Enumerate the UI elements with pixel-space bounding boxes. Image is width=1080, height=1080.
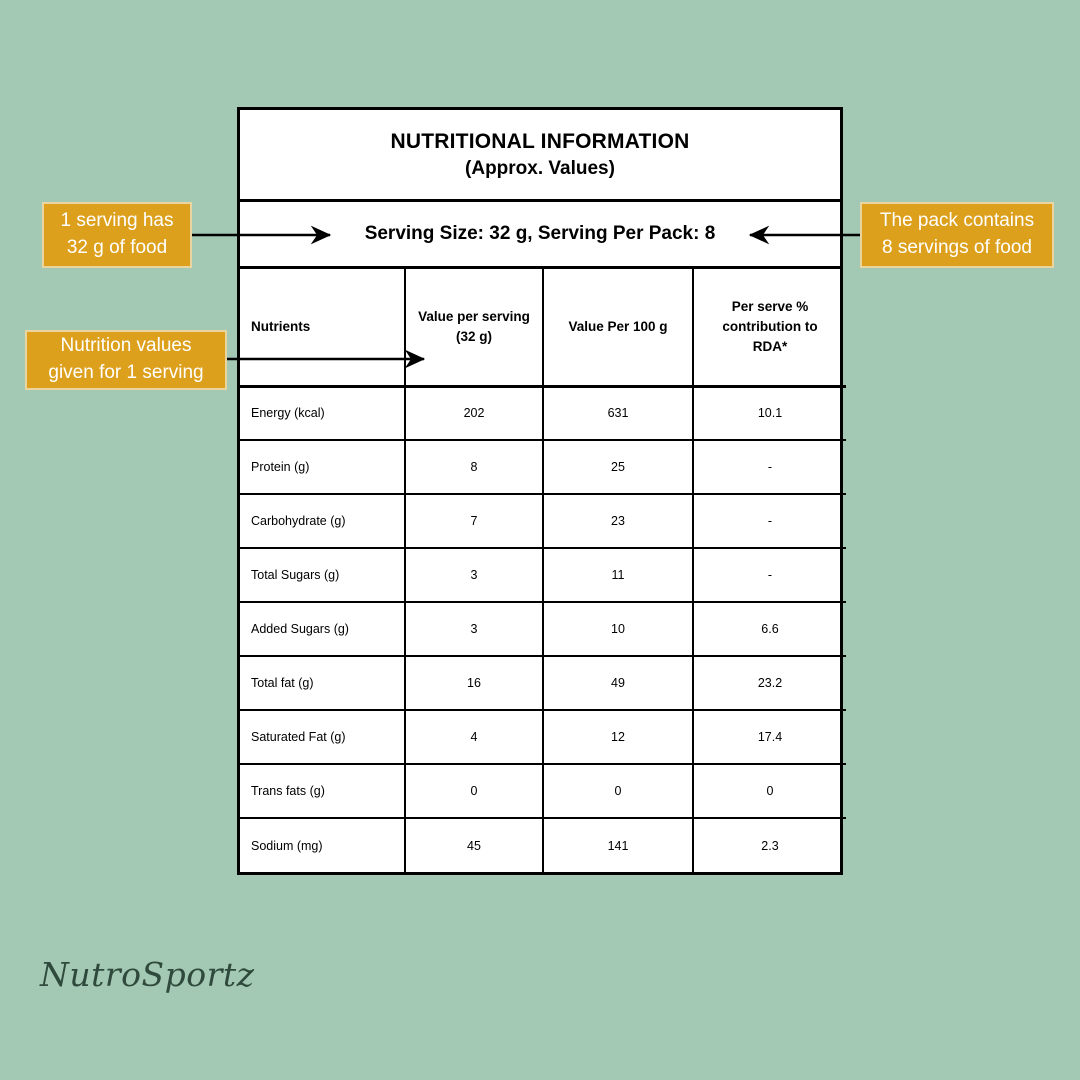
cell-value-per-serving: 45 (405, 818, 543, 872)
column-header-rda-line1: Per serve % (731, 299, 809, 315)
cell-value-rda: 2.3 (761, 838, 779, 853)
cell-value-rda: 0 (693, 764, 846, 818)
cell-value-rda: - (693, 440, 846, 494)
cell-value-per-100g: 141 (543, 818, 693, 872)
column-header-value-per-100g: Value Per 100 g (543, 269, 693, 386)
serving-info-row (240, 202, 840, 269)
cell-value-per-100g: 25 (543, 440, 693, 494)
table-row (240, 548, 846, 602)
table-title-block (240, 110, 840, 202)
column-header-rda-line2: contribution to (722, 318, 818, 334)
table-subtitle: (Approx. Values) (465, 157, 615, 179)
table-row (240, 710, 846, 764)
callout-serving-size (42, 202, 192, 268)
cell-value-per-100g: 12 (543, 710, 693, 764)
table-row (240, 764, 846, 818)
cell-value-per-serving: 3 (405, 548, 543, 602)
cell-value-rda: 17.4 (693, 710, 846, 764)
cell-value-per-serving: 16 (405, 656, 543, 710)
cell-value-per-100g: 49 (543, 656, 693, 710)
cell-value-rda: 10.1 (693, 386, 846, 440)
column-header-rda-line3: RDA* (752, 338, 788, 354)
serving-info-text: Serving Size: 32 g, Serving Per Pack: 8 (364, 223, 716, 244)
column-header-rda (693, 269, 846, 386)
cell-value-per-serving: 3 (405, 602, 543, 656)
cell-value-rda: - (693, 548, 846, 602)
cell-value-rda: - (693, 494, 846, 548)
column-header-value-per-serving-line1: Value per serving (418, 309, 530, 325)
callout-servings-per-pack (860, 202, 1054, 268)
nutrients-table (240, 269, 846, 872)
callout-values-per-serving (25, 330, 227, 390)
table-row (240, 656, 846, 710)
table-header-row (240, 269, 846, 386)
cell-nutrient-name: Protein (g) (240, 440, 405, 494)
brand-logo: NutroSportz (40, 955, 255, 994)
column-header-nutrients: Nutrients (240, 269, 405, 386)
column-header-value-per-serving (405, 269, 543, 386)
table-row (240, 818, 846, 872)
cell-value-per-serving: 4 (405, 710, 543, 764)
nutrition-information-table (237, 107, 843, 875)
cell-nutrient-name: Carbohydrate (g) (240, 494, 405, 548)
callout-per-pack-line2: 8 servings of food (882, 237, 1032, 258)
table-title: NUTRITIONAL INFORMATION (390, 129, 690, 153)
callout-per-pack-line1: The pack contains (879, 210, 1035, 232)
cell-value-per-100g: 0 (543, 764, 693, 818)
cell-value-per-100g: 11 (543, 548, 693, 602)
cell-nutrient-name: Total Sugars (g) (240, 548, 405, 602)
cell-value-rda: 6.6 (693, 602, 846, 656)
column-header-value-per-serving-line2: (32 g) (455, 328, 492, 344)
cell-value-per-serving: 202 (405, 386, 543, 440)
table-row (240, 440, 846, 494)
cell-nutrient-name: Trans fats (g) (240, 764, 405, 818)
table-row (240, 494, 846, 548)
callout-serving-size-line2: 32 g of food (66, 237, 168, 258)
callout-per-serving-line2: given for 1 serving (48, 362, 204, 383)
cell-value-per-serving: 0 (405, 764, 543, 818)
cell-nutrient-name: Added Sugars (g) (240, 602, 405, 656)
cell-nutrient-name: Energy (kcal) (240, 386, 405, 440)
cell-nutrient-name: Saturated Fat (g) (240, 710, 405, 764)
table-row (240, 386, 846, 440)
cell-value-per-100g: 631 (543, 386, 693, 440)
cell-nutrient-name: Total fat (g) (240, 656, 405, 710)
callout-serving-size-line1: 1 serving has (60, 210, 174, 232)
table-row (240, 602, 846, 656)
cell-value-per-100g: 23 (543, 494, 693, 548)
cell-value-per-100g: 10 (543, 602, 693, 656)
cell-nutrient-name: Sodium (mg) (240, 818, 405, 872)
cell-value-rda: 23.2 (693, 656, 846, 710)
callout-per-serving-line1: Nutrition values (60, 335, 192, 357)
cell-value-per-serving: 7 (405, 494, 543, 548)
cell-value-per-serving: 8 (405, 440, 543, 494)
